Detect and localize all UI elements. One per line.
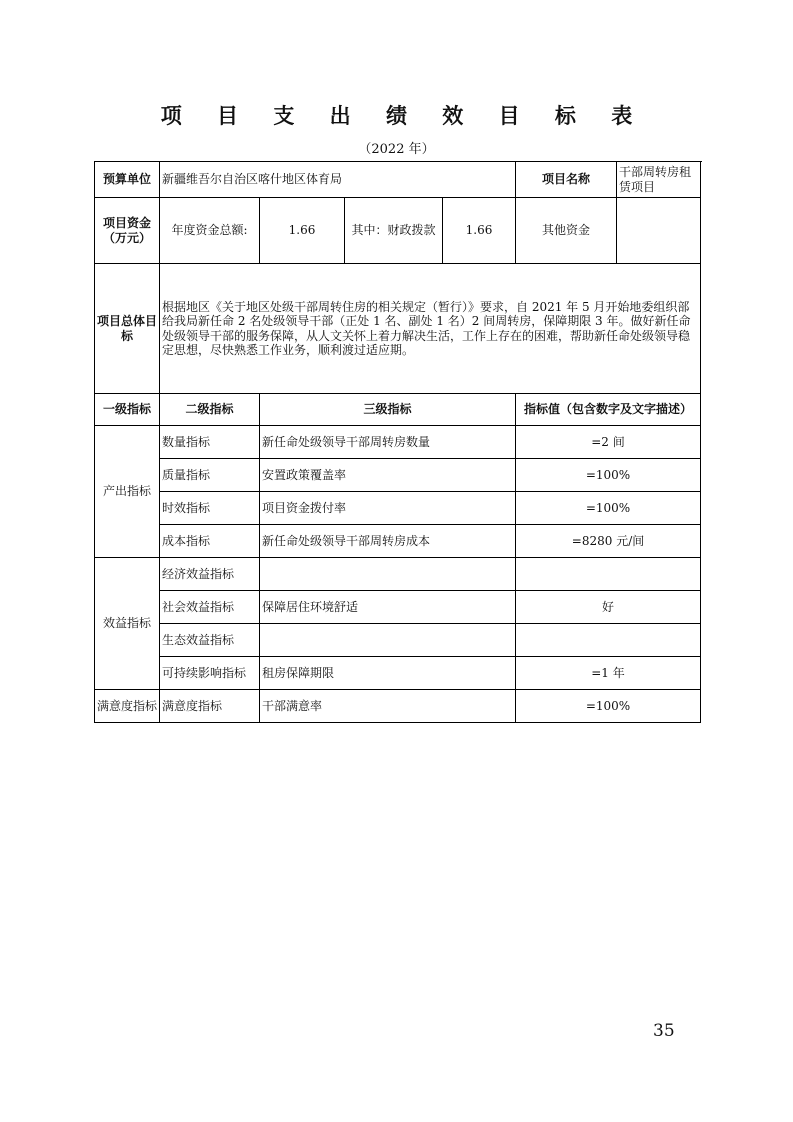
header-value: 指标值（包含数字及文字描述） — [516, 394, 701, 426]
performance-goal-table — [94, 161, 701, 723]
level2-cell: 数量指标 — [160, 426, 260, 459]
value-cell — [516, 558, 701, 591]
table-row — [95, 624, 701, 657]
value-cell — [516, 624, 701, 657]
fiscal-allocation-label: 其中：财政拨款 — [345, 198, 443, 264]
output-indicators-group: 产出指标 — [95, 426, 160, 558]
project-funds-label-line2: （万元） — [102, 230, 151, 245]
level3-cell: 安置政策覆盖率 — [260, 459, 516, 492]
budget-unit-label: 预算单位 — [95, 162, 160, 198]
benefit-indicators-group: 效益指标 — [95, 558, 160, 690]
level3-cell: 干部满意率 — [260, 690, 516, 723]
header-level3: 三级指标 — [260, 394, 516, 426]
row-overall-goal — [95, 264, 701, 394]
value-cell: =8280 元/间 — [516, 525, 701, 558]
level3-cell: 新任命处级领导干部周转房成本 — [260, 525, 516, 558]
table-row — [95, 690, 701, 723]
overall-goal-text: 根据地区《关于地区处级干部周转住房的相关规定（暂行）》要求，自 2021 年 5 月开始地委组织部给我局新任命 2 名处级领导干部（正处 1 名、副处 1 名）2 间周转房，保障期限 3 年。做好新任命处级领导干部的服务保障，从人文关怀上着力解决生活，工作上存在的困难，帮助新任命处级领导稳定思想，尽快熟悉工作业务，顺利渡过适应期。 — [160, 264, 701, 394]
document-year: （2022 年） — [358, 142, 435, 157]
level3-cell: 项目资金拨付率 — [260, 492, 516, 525]
other-funds-label: 其他资金 — [516, 198, 617, 264]
annual-total-label: 年度资金总额: — [160, 198, 260, 264]
other-funds-value — [617, 198, 701, 264]
annual-total-value: 1.66 — [260, 198, 345, 264]
level2-cell: 生态效益指标 — [160, 624, 260, 657]
level2-cell: 质量指标 — [160, 459, 260, 492]
row-project-funds — [95, 198, 701, 264]
table-row — [95, 426, 701, 459]
value-cell: =2 间 — [516, 426, 701, 459]
budget-unit-value: 新疆维吾尔自治区喀什地区体育局 — [160, 162, 516, 198]
table-row — [95, 459, 701, 492]
level2-cell: 经济效益指标 — [160, 558, 260, 591]
value-cell: =1 年 — [516, 657, 701, 690]
project-funds-label-line1: 项目资金 — [102, 216, 151, 231]
level2-cell: 满意度指标 — [160, 690, 260, 723]
table-row — [95, 657, 701, 690]
header-level1: 一级指标 — [95, 394, 160, 426]
level3-cell: 新任命处级领导干部周转房数量 — [260, 426, 516, 459]
project-name-value: 干部周转房租赁项目 — [617, 162, 701, 198]
value-cell: =100% — [516, 492, 701, 525]
fiscal-allocation-value: 1.66 — [443, 198, 516, 264]
value-cell: 好 — [516, 591, 701, 624]
row-indicator-headers — [95, 394, 701, 426]
value-cell: =100% — [516, 459, 701, 492]
level2-cell: 成本指标 — [160, 525, 260, 558]
satisfaction-indicators-group: 满意度指标 — [95, 690, 160, 723]
project-name-label: 项目名称 — [516, 162, 617, 198]
table-row — [95, 525, 701, 558]
row-budget-unit — [95, 162, 701, 198]
header-level2: 二级指标 — [160, 394, 260, 426]
level3-cell — [260, 624, 516, 657]
level2-cell: 时效指标 — [160, 492, 260, 525]
table-row — [95, 558, 701, 591]
overall-goal-label: 项目总体目标 — [95, 264, 160, 394]
level3-cell: 租房保障期限 — [260, 657, 516, 690]
level3-cell: 保障居住环境舒适 — [260, 591, 516, 624]
table-row — [95, 591, 701, 624]
page-number: 35 — [653, 1021, 675, 1041]
document-title: 项 目 支 出 绩 效 目 标 表 — [160, 104, 647, 128]
level2-cell: 社会效益指标 — [160, 591, 260, 624]
project-funds-label — [95, 198, 160, 264]
table-row — [95, 492, 701, 525]
level3-cell — [260, 558, 516, 591]
value-cell: =100% — [516, 690, 701, 723]
level2-cell: 可持续影响指标 — [160, 657, 260, 690]
